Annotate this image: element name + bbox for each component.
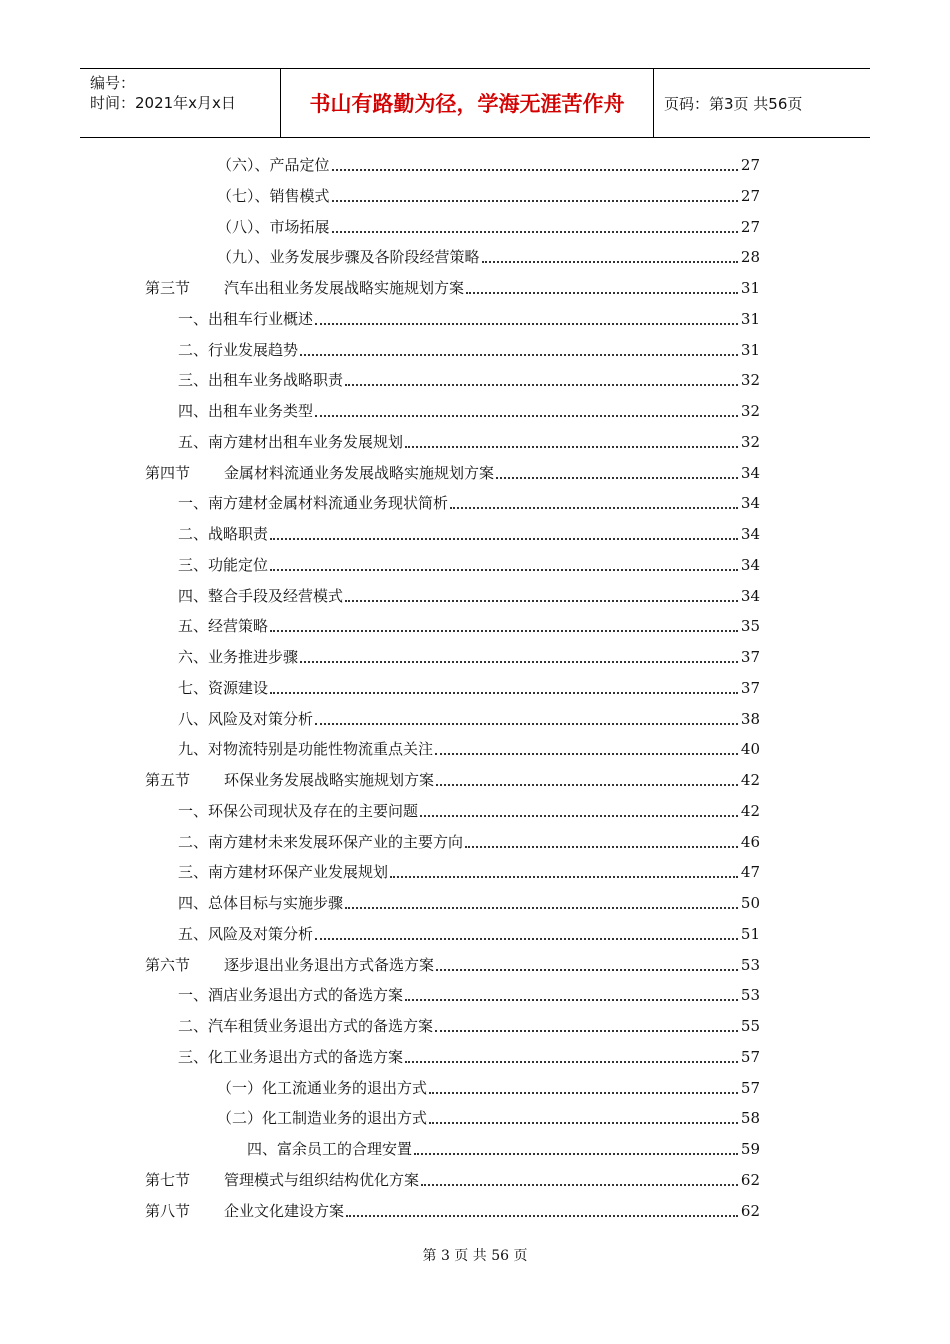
toc-section-number: 第五节 — [145, 771, 191, 789]
toc-dot-leader — [421, 1183, 738, 1186]
header-motto: 书山有路勤为径，学海无涯苦作舟 — [281, 69, 654, 137]
toc-page-number: 55 — [740, 1017, 760, 1035]
toc-entry-title: 八、风险及对策分析 — [178, 709, 314, 728]
toc-entry[interactable] — [178, 984, 760, 1006]
toc-dot-leader — [405, 1060, 738, 1063]
toc-dot-leader — [315, 937, 738, 940]
toc-dot-leader — [270, 537, 738, 540]
toc-entry[interactable] — [145, 277, 760, 299]
toc-dot-leader — [435, 1029, 738, 1032]
toc-entry[interactable] — [178, 1015, 760, 1037]
toc-dot-leader — [429, 1121, 738, 1124]
toc-entry-title — [145, 769, 434, 791]
toc-entry-title: 一、南方建材金属材料流通业务现状简析 — [178, 494, 449, 513]
toc-dot-leader — [345, 906, 738, 909]
toc-entry-title: 五、经营策略 — [178, 617, 269, 636]
toc-entry[interactable] — [178, 554, 760, 576]
toc-entry[interactable] — [178, 831, 760, 853]
toc-dot-leader — [315, 322, 738, 325]
toc-dot-leader — [450, 506, 738, 509]
toc-page-number: 34 — [740, 494, 760, 513]
toc-entry-title: 二、汽车租赁业务退出方式的备选方案 — [178, 1017, 434, 1035]
toc-entry-title: （九）、业务发展步骤及各阶段经营策略 — [217, 248, 480, 267]
toc-entry-title: 三、出租车业务战略职责 — [178, 371, 344, 390]
toc-entry[interactable] — [178, 308, 760, 330]
toc-dot-leader — [496, 476, 738, 479]
toc-entry[interactable] — [178, 738, 760, 760]
toc-page-number: 34 — [740, 463, 760, 482]
toc-entry-title — [145, 1169, 419, 1191]
toc-entry[interactable] — [178, 400, 760, 422]
toc-dot-leader — [390, 875, 738, 878]
toc-page-number: 35 — [740, 617, 760, 636]
toc-dot-leader — [429, 1091, 738, 1094]
toc-entry-title — [145, 1200, 344, 1222]
toc-entry-title: 七、资源建设 — [178, 678, 269, 697]
toc-section-title: 逐步退出业务退出方式备选方案 — [224, 955, 435, 974]
toc-entry[interactable] — [178, 861, 760, 883]
toc-entry[interactable] — [145, 954, 760, 976]
toc-page-number: 42 — [740, 771, 760, 789]
toc-page-number: 34 — [740, 555, 760, 574]
toc-page-number: 57 — [740, 1047, 760, 1066]
toc-entry-title: 三、功能定位 — [178, 555, 269, 574]
toc-dot-leader — [482, 260, 738, 263]
toc-entry[interactable] — [178, 492, 760, 514]
toc-entry-title: 一、酒店业务退出方式的备选方案 — [178, 986, 404, 1005]
toc-dot-leader — [270, 691, 738, 694]
toc-entry-title: 二、南方建材未来发展环保产业的主要方向 — [178, 832, 464, 851]
header-number-label: 编号： — [90, 74, 136, 92]
toc-entry-title: 四、出租车业务类型 — [178, 402, 314, 420]
header-time-label: 时间：2021年x月x日 — [90, 94, 236, 112]
toc-entry[interactable] — [178, 523, 760, 545]
toc-entry-title: 一、环保公司现状及存在的主要问题 — [178, 801, 419, 820]
toc-entry-title: （八）、市场拓展 — [217, 217, 330, 236]
toc-entry-title — [145, 277, 464, 299]
toc-page-number: 37 — [740, 648, 760, 666]
toc-dot-leader — [332, 199, 738, 202]
toc-entry-title: 四、富余员工的合理安置 — [247, 1140, 413, 1158]
toc-page-number: 51 — [740, 924, 760, 943]
toc-dot-leader — [315, 414, 738, 417]
toc-entry[interactable] — [145, 1200, 760, 1222]
toc-dot-leader — [300, 353, 738, 356]
toc-page-number: 32 — [740, 371, 760, 390]
page-footer: 第 3 页 共 56 页 — [422, 1248, 528, 1264]
toc-dot-leader — [465, 845, 738, 848]
toc-page-number: 40 — [740, 740, 760, 759]
header-page-info: 页码：第3页 共56页 — [664, 94, 803, 113]
toc-entry[interactable] — [145, 769, 760, 791]
toc-entry-title — [145, 954, 434, 976]
toc-section-title: 汽车出租业务发展战略实施规划方案 — [224, 279, 465, 297]
toc-entry-title: （一）化工流通业务的退出方式 — [217, 1078, 428, 1097]
toc-entry[interactable] — [217, 216, 760, 238]
toc-dot-leader — [345, 383, 738, 386]
toc-dot-leader — [270, 568, 738, 571]
toc-entry-title: 一、出租车行业概述 — [178, 309, 314, 328]
toc-page-number: 46 — [740, 832, 760, 851]
toc-dot-leader — [346, 1214, 738, 1217]
toc-page-number: 27 — [740, 186, 760, 205]
toc-entry[interactable] — [178, 431, 760, 453]
toc-dot-leader — [332, 230, 738, 233]
toc-dot-leader — [300, 660, 738, 663]
toc-page-number: 27 — [740, 156, 760, 174]
toc-page-number: 32 — [740, 432, 760, 451]
toc-page-number: 42 — [740, 801, 760, 820]
toc-section-number: 第三节 — [145, 279, 191, 297]
toc-entry-title: 五、风险及对策分析 — [178, 924, 314, 943]
toc-entry-title: 六、业务推进步骤 — [178, 648, 299, 666]
toc-entry-title — [145, 462, 494, 484]
toc-entry[interactable] — [178, 800, 760, 822]
toc-section-title: 管理模式与组织结构优化方案 — [224, 1170, 420, 1189]
toc-entry[interactable] — [217, 1107, 760, 1129]
toc-entry[interactable] — [178, 677, 760, 699]
toc-entry-title: （六）、产品定位 — [217, 156, 330, 174]
toc-dot-leader — [405, 998, 738, 1001]
toc-entry-title: （七）、销售模式 — [217, 186, 330, 205]
toc-entry-title: 三、化工业务退出方式的备选方案 — [178, 1047, 404, 1066]
toc-dot-leader — [436, 783, 738, 786]
toc-page-number: 31 — [740, 309, 760, 328]
toc-entry[interactable] — [178, 708, 760, 730]
toc-section-number: 第四节 — [145, 463, 191, 482]
toc-page-number: 58 — [740, 1109, 760, 1128]
toc-entry[interactable] — [217, 246, 760, 268]
toc-entry-title: 四、整合手段及经营模式 — [178, 586, 344, 605]
toc-entry[interactable] — [178, 646, 760, 668]
page-header — [80, 68, 870, 138]
toc-page-number: 31 — [740, 279, 760, 297]
toc-page-number: 53 — [740, 986, 760, 1005]
toc-section-title: 企业文化建设方案 — [224, 1201, 345, 1220]
toc-page-number: 38 — [740, 709, 760, 728]
toc-entry[interactable] — [217, 185, 760, 207]
toc-entry-title: 九、对物流特别是功能性物流重点关注 — [178, 740, 434, 759]
toc-section-title: 金属材料流通业务发展战略实施规划方案 — [224, 463, 495, 482]
toc-dot-leader — [332, 168, 738, 171]
toc-section-number: 第八节 — [145, 1201, 191, 1220]
toc-page-number: 34 — [740, 586, 760, 605]
toc-entry-title: （二）化工制造业务的退出方式 — [217, 1109, 428, 1128]
toc-dot-leader — [315, 722, 738, 725]
toc-page-number: 28 — [740, 248, 760, 267]
toc-entry[interactable] — [145, 1169, 760, 1191]
toc-page-number: 27 — [740, 217, 760, 236]
toc-entry[interactable] — [178, 369, 760, 391]
toc-page-number: 47 — [740, 863, 760, 882]
toc-page-number: 31 — [740, 340, 760, 359]
toc-entry[interactable] — [178, 585, 760, 607]
toc-page-number: 37 — [740, 678, 760, 697]
toc-page-number: 57 — [740, 1078, 760, 1097]
toc-dot-leader — [466, 291, 738, 294]
toc-page-number: 62 — [740, 1201, 760, 1220]
toc-dot-leader — [420, 814, 738, 817]
toc-entry[interactable] — [217, 154, 760, 176]
toc-entry[interactable] — [178, 339, 760, 361]
toc-section-title: 环保业务发展战略实施规划方案 — [224, 771, 435, 789]
toc-dot-leader — [405, 445, 738, 448]
toc-entry-title: 五、南方建材出租车业务发展规划 — [178, 432, 404, 451]
toc-entry-title: 三、南方建材环保产业发展规划 — [178, 863, 389, 882]
toc-page-number: 62 — [740, 1170, 760, 1189]
toc-entry[interactable] — [178, 1046, 760, 1068]
toc-section-number: 第七节 — [145, 1170, 191, 1189]
toc-entry-title: 二、行业发展趋势 — [178, 340, 299, 359]
toc-entry[interactable] — [178, 615, 760, 637]
toc-entry-title: 二、战略职责 — [178, 525, 269, 543]
toc-page-number: 50 — [740, 894, 760, 912]
toc-page-number: 32 — [740, 402, 760, 420]
toc-dot-leader — [414, 1152, 738, 1155]
toc-dot-leader — [435, 752, 738, 755]
toc-entry[interactable] — [247, 1138, 760, 1160]
toc-page-number: 53 — [740, 955, 760, 974]
toc-entry[interactable] — [178, 892, 760, 914]
toc-entry-title: 四、总体目标与实施步骤 — [178, 894, 344, 912]
header-meta — [80, 69, 281, 137]
toc-entry[interactable] — [217, 1077, 760, 1099]
toc-entry[interactable] — [178, 923, 760, 945]
toc-dot-leader — [436, 968, 738, 971]
toc-entry[interactable] — [145, 462, 760, 484]
toc-dot-leader — [270, 629, 738, 632]
toc-dot-leader — [345, 599, 738, 602]
toc-page-number: 34 — [740, 525, 760, 543]
toc-section-number: 第六节 — [145, 955, 191, 974]
toc-page-number: 59 — [740, 1140, 760, 1158]
